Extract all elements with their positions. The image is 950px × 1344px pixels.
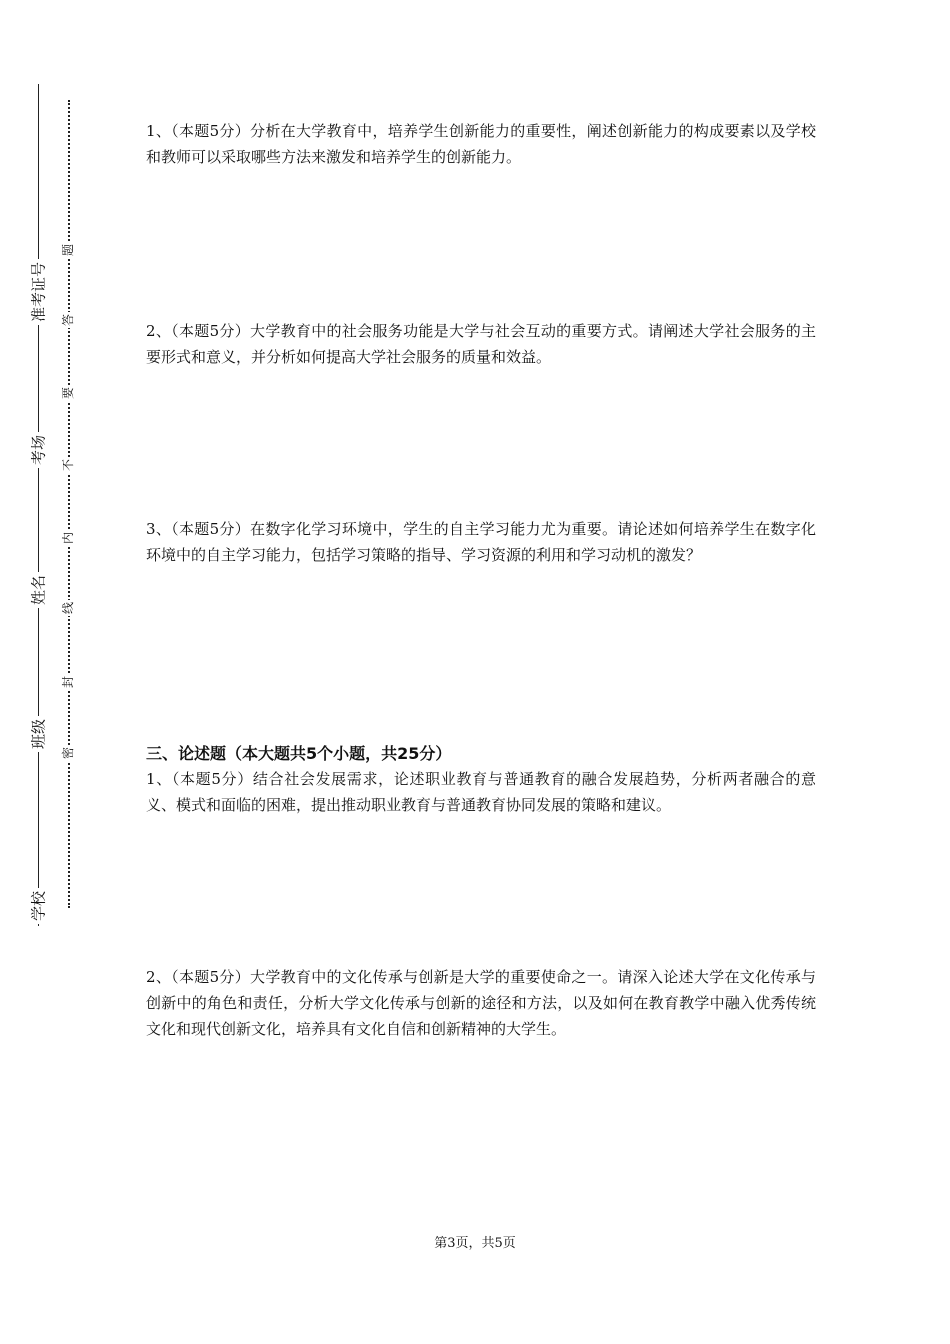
seal-char: 答 [61,313,75,327]
binding-solid-line [38,84,39,926]
section-three [146,742,816,818]
question-text: 3、（本题5分）在数字化学习环境中，学生的自主学习能力尤为重要。请论述如何培养学生在数字化环境中的自主学习能力，包括学习策略的指导、学习资源的利用和学习动机的激发？ [146,520,816,564]
seal-char: 不 [61,458,75,472]
question-text: 1、（本题5分）结合社会发展需求，论述职业教育与普通教育的融合发展趋势，分析两者融合的意义、模式和面临的困难，提出推动职业教育与普通教育协同发展的策略和建议。 [146,770,816,814]
section-title: 三、论述题（本大题共5个小题，共25分） [146,744,452,763]
question-block [146,118,816,170]
seal-char: 密 [61,746,75,760]
seal-char: 要 [61,386,75,400]
question-text: 2、（本题5分）大学教育中的文化传承与创新是大学的重要使命之一。请深入论述大学在文化传承与创新中的角色和责任，分析大学文化传承与创新的途径和方法，以及如何在教育教学中融入优秀传统文化和现代创新文化，培养具有文化自信和创新精神的大学生。 [146,968,816,1038]
school-label: 学校 [26,888,51,924]
page-number: 第3页，共5页 [434,1236,516,1251]
question-text: 2、（本题5分）大学教育中的社会服务功能是大学与社会互动的重要方式。请阐述大学社会服务的主要形式和意义，并分析如何提高大学社会服务的质量和效益。 [146,322,816,366]
question-block [146,964,816,1042]
exam-id-label: 准考证号 [26,259,51,325]
binding-margin [0,0,110,1344]
seal-char: 封 [61,675,75,689]
seal-char: 内 [61,531,75,545]
seal-char: 题 [61,243,75,257]
question-block [146,516,816,568]
seal-char: 线 [61,601,75,615]
class-label: 班级 [26,716,51,752]
name-label: 姓名 [26,572,51,608]
seal-dotted-line [68,100,70,908]
question-block [146,318,816,370]
question-text: 1、（本题5分）分析在大学教育中，培养学生创新能力的重要性，阐述创新能力的构成要素以及学校和教师可以采取哪些方法来激发和培养学生的创新能力。 [146,122,816,166]
exam-room-label: 考场 [26,432,51,468]
